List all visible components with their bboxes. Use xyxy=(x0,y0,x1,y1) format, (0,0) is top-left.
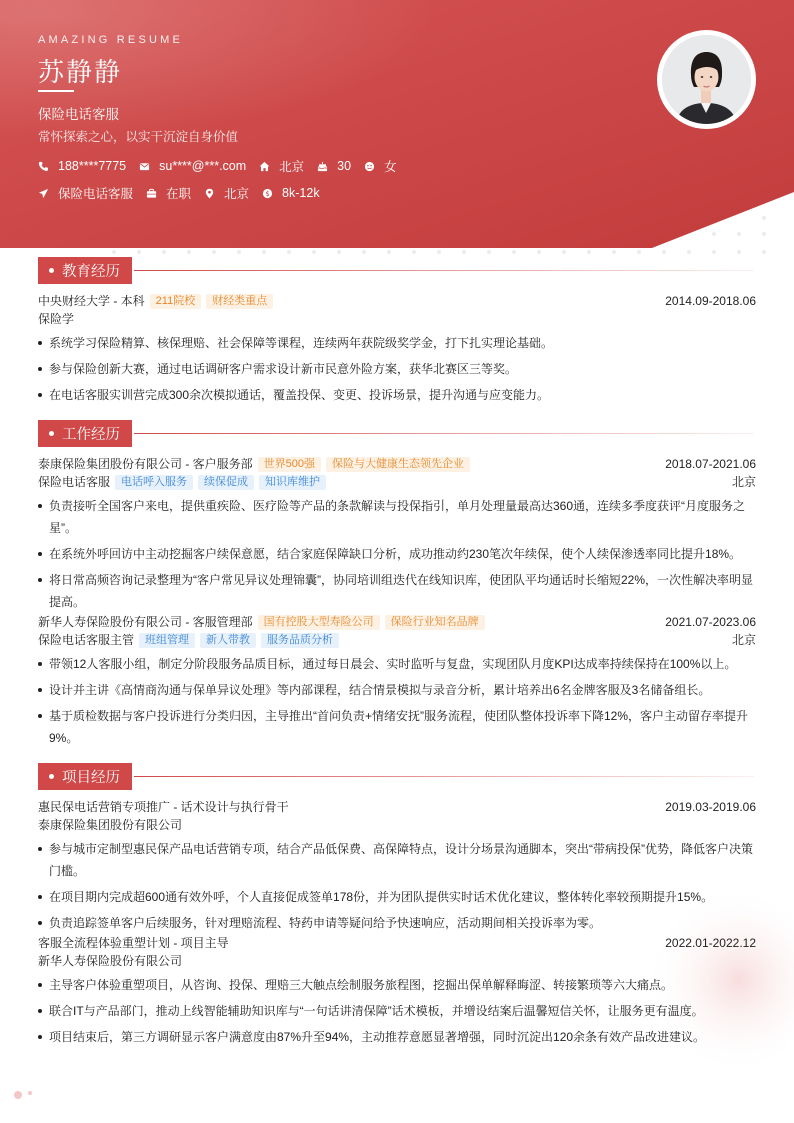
education-tag: 211院校 xyxy=(150,294,202,309)
avatar xyxy=(657,30,756,129)
project-entry xyxy=(38,798,756,934)
dot-grid-decoration xyxy=(100,214,780,270)
job-intent-row xyxy=(38,184,333,202)
project-bullet: 在项目期内完成超600通有效外呼，个人直接促成签单178份，并为团队提供实时话术优化建议，整体转化率较预期提升15%。 xyxy=(38,886,756,908)
send-icon xyxy=(38,188,49,199)
contact-city-text: 北京 xyxy=(279,160,305,174)
work-company: 泰康保险集团股份有限公司 - 客户服务部 xyxy=(38,457,253,471)
education-bullet: 系统学习保险精算、核保理赔、社会保障等课程，连续两年获院级奖学金，打下扎实理论基础。 xyxy=(38,332,756,354)
project-bullet: 负责追踪签单客户后续服务，针对理赔流程、特药申请等疑问给予快速响应，活动期间相关投诉率为零。 xyxy=(38,912,756,934)
section-projects-header xyxy=(38,763,132,790)
work-city: 北京 xyxy=(731,475,756,489)
education-date: 2014.09-2018.06 xyxy=(665,294,756,308)
intent-city-text: 北京 xyxy=(224,187,250,201)
salary-icon xyxy=(262,188,273,199)
work-bullet: 基于质检数据与客户投诉进行分类归因，主导推出“首问负责+情绪安抚”服务流程，使团队整体投诉率下降12%，客户主动留存率提升9%。 xyxy=(38,705,756,749)
contact-row xyxy=(38,157,410,175)
person-photo-icon xyxy=(662,35,751,124)
decorative-dots-bottom xyxy=(12,1088,42,1102)
contact-gender-text: 女 xyxy=(384,160,397,174)
section-work-header xyxy=(38,420,132,447)
cake-icon xyxy=(317,161,328,172)
company-tag: 国有控股大型寿险公司 xyxy=(258,615,380,630)
project-bullet: 主导客户体验重塑项目，从咨询、投保、理赔三大触点绘制服务旅程图，挖掘出保单解释晦涩、转接繁琐等六大痛点。 xyxy=(38,974,756,996)
work-date: 2021.07-2023.06 xyxy=(665,615,756,629)
intent-salary-text: 8k-12k xyxy=(282,186,320,200)
project-entry xyxy=(38,934,756,1048)
project-bullet: 参与城市定制型惠民保产品电话营销专项，结合产品低保费、高保障特点，设计分场景沟通脚本，突出“带病投保”优势，降低客户决策门槛。 xyxy=(38,838,756,882)
phone-icon xyxy=(38,161,49,172)
company-tag: 世界500强 xyxy=(258,457,321,472)
section-projects-rule xyxy=(134,776,754,777)
intent-position-text: 保险电话客服 xyxy=(58,187,134,201)
work-entry xyxy=(38,455,756,613)
skill-tag: 续保促成 xyxy=(198,475,254,490)
work-bullet: 设计并主讲《高情商沟通与保单异议处理》等内部课程，结合情景模拟与录音分析，累计培养出6名金牌客服及3名储备组长。 xyxy=(38,679,756,701)
education-entry xyxy=(38,292,756,406)
contact-gender xyxy=(364,157,397,175)
candidate-role: 保险电话客服 xyxy=(38,107,119,122)
work-city: 北京 xyxy=(731,633,756,647)
company-tag: 保险与大健康生态领先企业 xyxy=(326,457,470,472)
intent-status-text: 在职 xyxy=(166,187,192,201)
work-entry xyxy=(38,613,756,749)
project-bullet: 项目结束后，第三方调研显示客户满意度由87%升至94%，主动推荐意愿显著增强，同时沉淀出120余条有效产品改进建议。 xyxy=(38,1026,756,1048)
contact-age xyxy=(317,159,351,173)
section-education-rule xyxy=(134,270,754,271)
section-education-header xyxy=(38,257,132,284)
project-date: 2022.01-2022.12 xyxy=(665,936,756,950)
contact-phone-text: 188****7775 xyxy=(58,159,127,173)
project-org: 新华人寿保险股份有限公司 xyxy=(38,954,183,968)
skill-tag: 知识库维护 xyxy=(259,475,326,490)
svg-text:$: $ xyxy=(265,189,270,198)
work-position: 保险电话客服主管 xyxy=(38,633,135,647)
contact-city xyxy=(259,157,304,175)
section-education-label: 教育经历 xyxy=(62,264,120,280)
section-work-label: 工作经历 xyxy=(62,427,120,443)
location-pin-icon xyxy=(204,188,215,199)
gender-icon xyxy=(364,161,375,172)
project-name: 惠民保电话营销专项推广 - 话术设计与执行骨干 xyxy=(38,800,289,814)
work-bullet: 负责接听全国客户来电，提供重疾险、医疗险等产品的条款解读与投保指引，单月处理量最高达360通，连续多季度获评“月度服务之星”。 xyxy=(38,495,756,539)
section-projects-title xyxy=(38,763,132,790)
education-bullet: 参与保险创新大赛，通过电话调研客户需求设计新市民意外险方案，获华北赛区三等奖。 xyxy=(38,358,756,380)
intent-status xyxy=(146,184,191,202)
contact-email-text: su****@***.com xyxy=(159,159,247,173)
project-name: 客服全流程体验重塑计划 - 项目主导 xyxy=(38,936,229,950)
project-bullet: 联合IT与产品部门，推动上线智能辅助知识库与“一句话讲清保障”话术模板，并增设结案后温馨短信关怀，让服务更有温度。 xyxy=(38,1000,756,1022)
work-bullet: 带领12人客服小组，制定分阶段服务品质目标，通过每日晨会、实时监听与复盘，实现团队月度KPI达成率持续保持在100%以上。 xyxy=(38,653,756,675)
section-projects-label: 项目经历 xyxy=(62,770,120,786)
intent-city xyxy=(204,184,249,202)
project-date: 2019.03-2019.06 xyxy=(665,800,756,814)
intent-salary xyxy=(262,186,320,200)
avatar-photo xyxy=(662,35,751,124)
resume-top-label: AMAZING RESUME xyxy=(38,34,184,46)
project-org: 泰康保险集团股份有限公司 xyxy=(38,818,183,832)
work-bullet: 将日常高频咨询记录整理为“客户常见异议处理锦囊”，协同培训组迭代在线知识库，使团队平均通话时长缩短22%，一次性解决率明显提高。 xyxy=(38,569,756,613)
home-icon xyxy=(259,161,270,172)
work-position: 保险电话客服 xyxy=(38,475,111,489)
resume-header xyxy=(0,0,794,248)
section-work-rule xyxy=(134,433,754,434)
skill-tag: 电话呼入服务 xyxy=(115,475,193,490)
work-company: 新华人寿保险股份有限公司 - 客服管理部 xyxy=(38,615,253,629)
section-work-title xyxy=(38,420,132,447)
candidate-motto: 常怀探索之心，以实干沉淀自身价值 xyxy=(38,130,239,144)
candidate-name: 苏静静 xyxy=(38,57,123,87)
education-bullet: 在电话客服实训营完成300余次模拟通话，覆盖投保、变更、投诉场景，提升沟通与应变能力。 xyxy=(38,384,756,406)
contact-age-text: 30 xyxy=(337,159,352,173)
name-underline xyxy=(38,90,74,92)
education-major: 保险学 xyxy=(38,312,75,326)
contact-phone xyxy=(38,159,126,173)
contact-email xyxy=(139,159,246,173)
work-bullet: 在系统外呼回访中主动挖掘客户续保意愿，结合家庭保障缺口分析，成功推动约230笔次年续保，使个人续保渗透率同比提升18%。 xyxy=(38,543,756,565)
education-school: 中央财经大学 - 本科 xyxy=(38,294,145,308)
company-tag: 保险行业知名品牌 xyxy=(385,615,485,630)
section-education-title xyxy=(38,257,132,284)
skill-tag: 班组管理 xyxy=(139,633,195,648)
intent-position xyxy=(38,184,133,202)
work-date: 2018.07-2021.06 xyxy=(665,457,756,471)
briefcase-icon xyxy=(146,188,157,199)
skill-tag: 新人带教 xyxy=(200,633,256,648)
skill-tag: 服务品质分析 xyxy=(261,633,339,648)
education-tag: 财经类重点 xyxy=(206,294,273,309)
mail-icon xyxy=(139,161,150,172)
